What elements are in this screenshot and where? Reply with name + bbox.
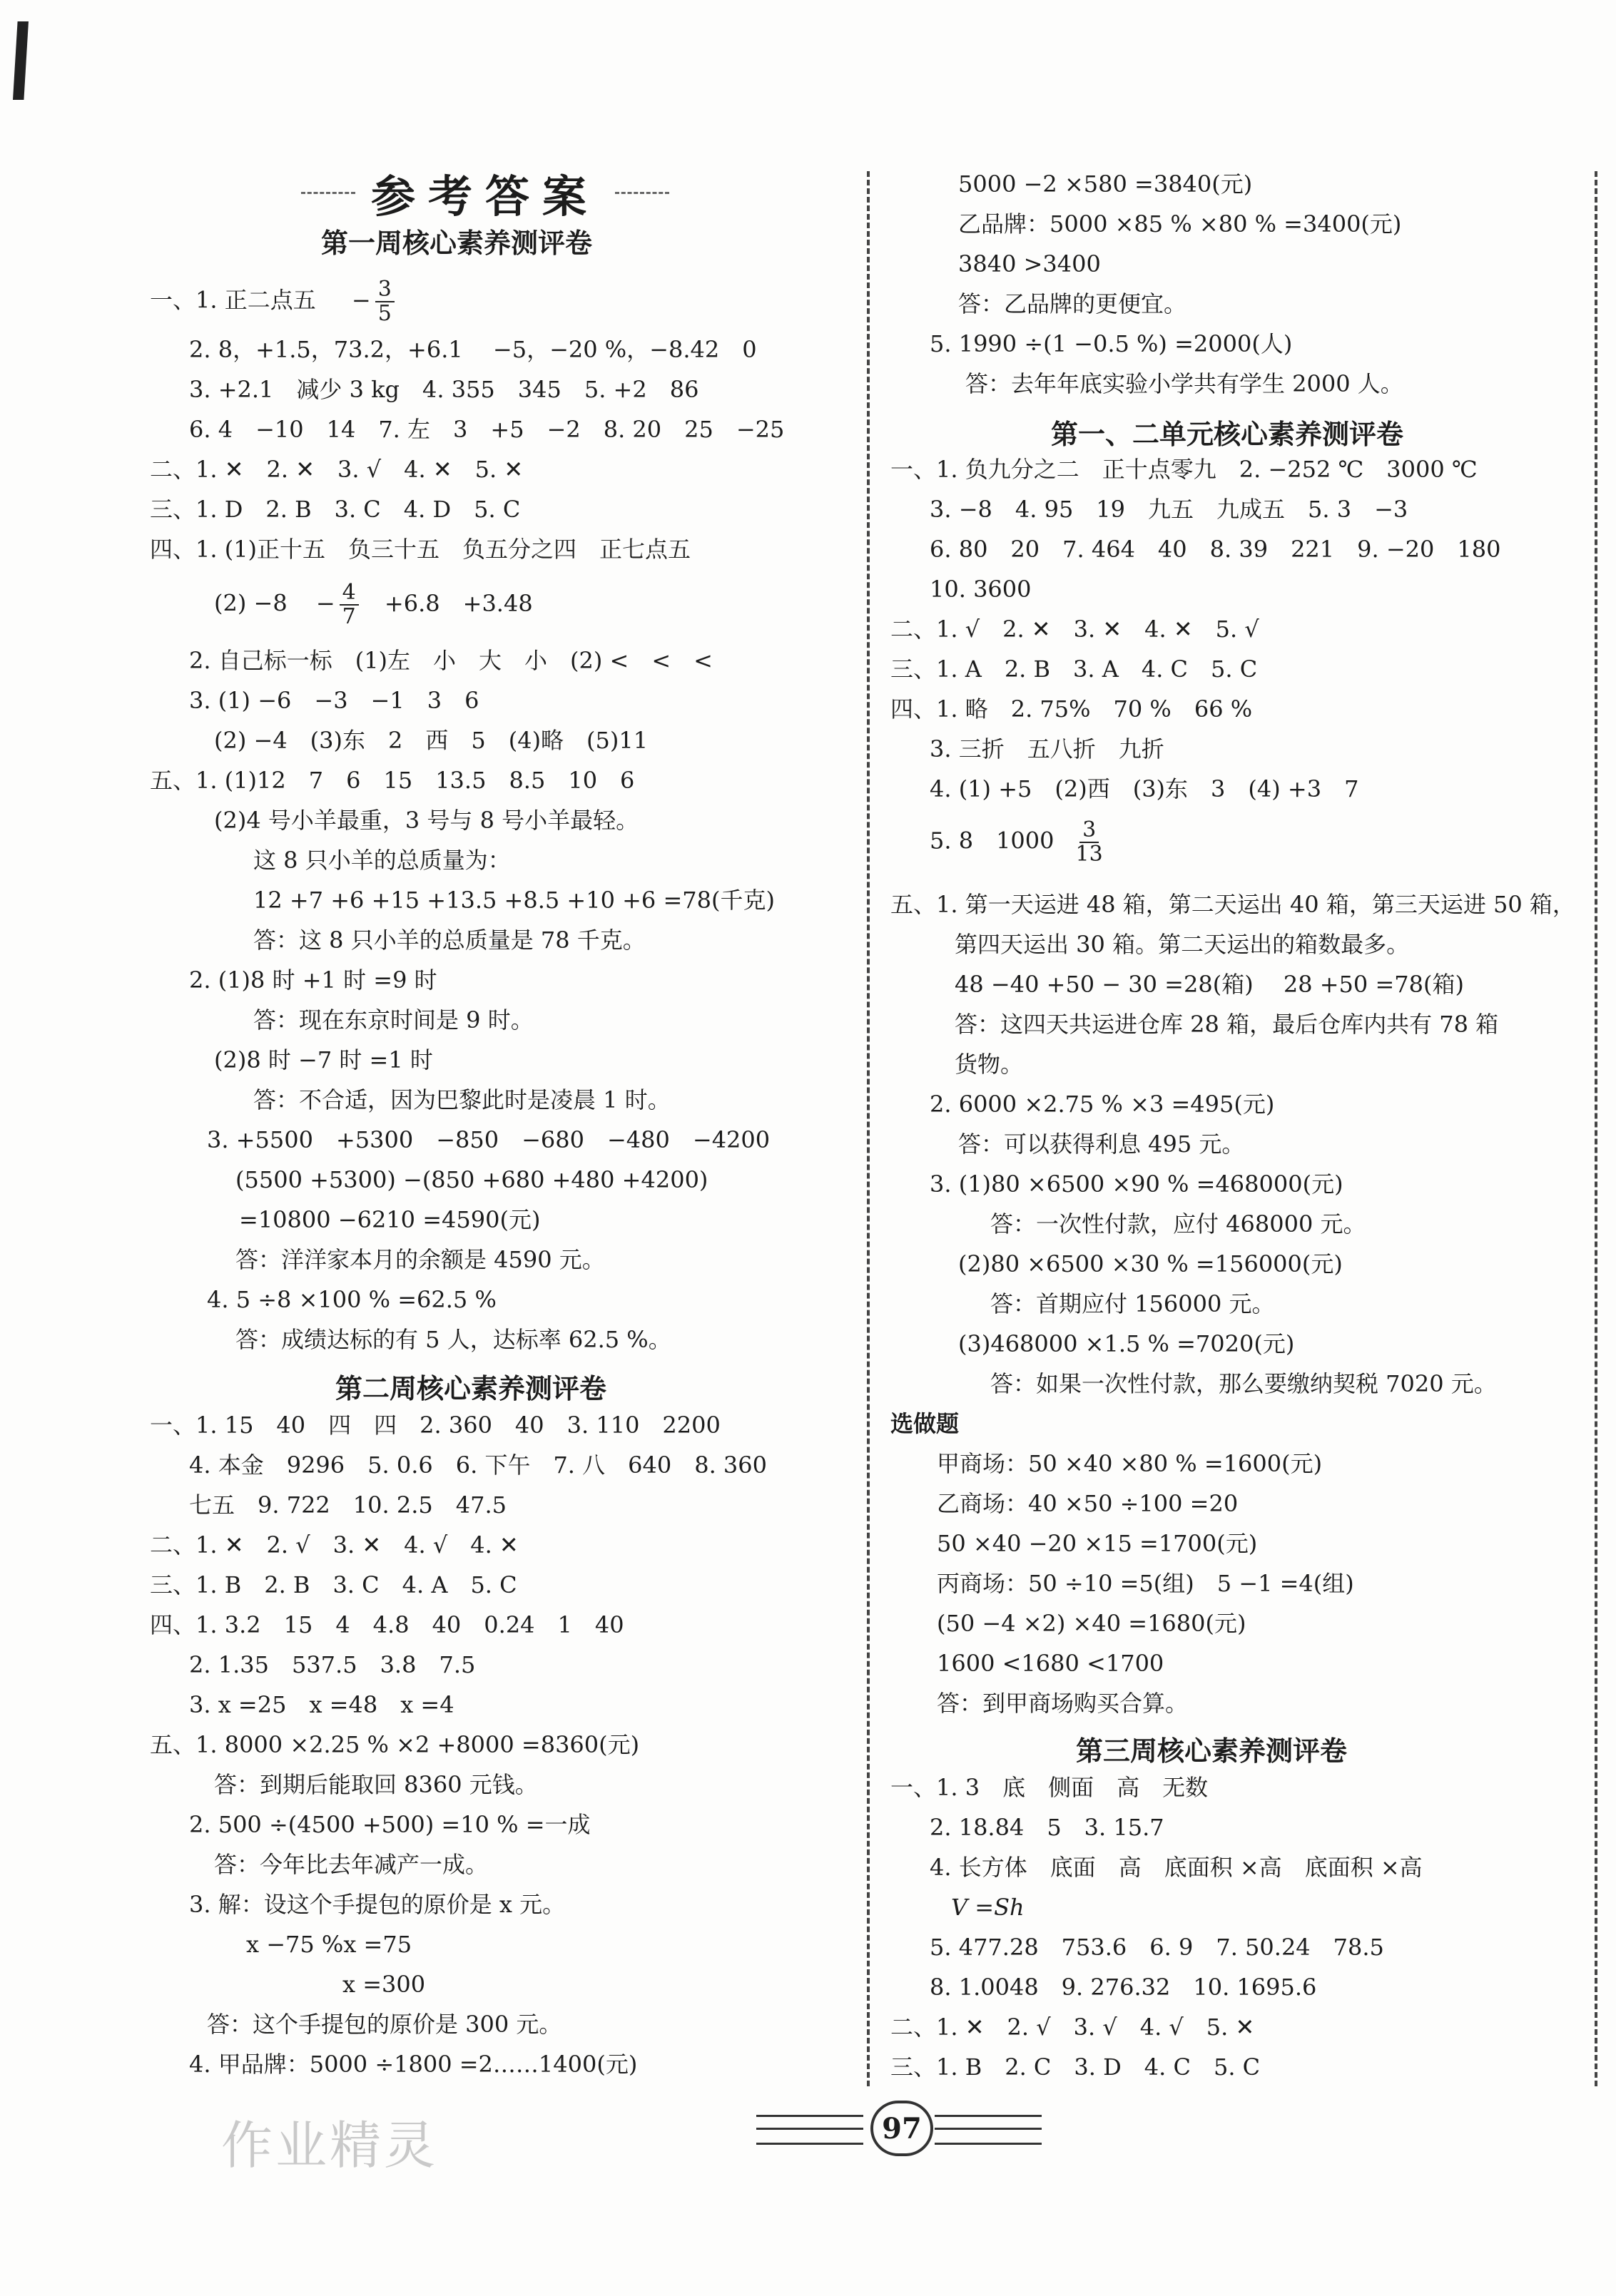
column-divider <box>867 171 870 2086</box>
answer-line: 四、1. 3.2 15 4 4.8 40 0.24 1 40 <box>150 1611 624 1638</box>
answer-line: 乙商场：40 ×50 ÷100 =20 <box>937 1490 1239 1517</box>
answer-line: 丙商场：50 ÷10 =5(组) 5 −1 =4(组) <box>937 1570 1354 1597</box>
answer-line: 答：到期后能取回 8360 元钱。 <box>214 1771 538 1798</box>
answer-line: 2. 1.35 537.5 3.8 7.5 <box>189 1651 476 1678</box>
answer-line: 四、1. 略 2. 75% 70 % 66 % <box>890 695 1253 723</box>
answer-line: (3)468000 ×1.5 % =7020(元) <box>958 1330 1295 1357</box>
section-heading: 第一、二单元核心素养测评卷 <box>1051 418 1404 450</box>
answer-line: 3. x =25 x =48 x =4 <box>189 1691 454 1718</box>
fraction: $\frac{4}{7}$ <box>340 581 359 628</box>
answer-line: 答：不合适，因为巴黎此时是凌晨 1 时。 <box>253 1086 671 1113</box>
answer-line: =10800 −6210 =4590(元) <box>239 1206 541 1233</box>
section-heading: 第三周核心素养测评卷 <box>1076 1735 1348 1767</box>
section-heading: 第二周核心素养测评卷 <box>335 1372 607 1404</box>
answer-line: 2. 500 ÷(4500 +500) =10 % =一成 <box>189 1811 591 1838</box>
page-title: 参考答案 <box>371 170 600 223</box>
answer-line: 6. 80 20 7. 464 40 8. 39 221 9. −20 180 <box>930 536 1501 563</box>
answer-line: 答：乙品牌的更便宜。 <box>958 290 1187 317</box>
answer-line: 4. 长方体 底面 高 底面积 ×高 底面积 ×高 <box>930 1854 1423 1881</box>
fraction: $\frac{3}{13}$ <box>1075 817 1103 867</box>
answer-line: 3. +2.1 减少 3 kg 4. 355 345 5. +2 86 <box>189 376 699 403</box>
page-number: 97 <box>870 2101 933 2156</box>
fraction: $\frac{3}{5}$ <box>375 278 395 325</box>
answer-line: 答：如果一次性付款，那么要缴纳契税 7020 元。 <box>990 1370 1497 1397</box>
optional-section-label: 选做题 <box>890 1410 960 1437</box>
answer-line: 乙品牌：5000 ×85 % ×80 % =3400(元) <box>958 210 1402 238</box>
answer-line: 答：这个手提包的原价是 300 元。 <box>207 2011 562 2038</box>
section-heading: 第一周核心素养测评卷 <box>321 227 593 259</box>
answer-line: 4. 5 ÷8 ×100 % =62.5 % <box>207 1286 497 1313</box>
answer-line: 2. 8，+1.5，73.2，+6.1 −5，−20 %，−8.42 0 <box>189 336 757 363</box>
answer-line: 2. 18.84 5 3. 15.7 <box>930 1814 1164 1841</box>
answer-line: 4. (1) +5 (2)西 (3)东 3 (4) +3 7 <box>930 775 1359 802</box>
answer-line: 6. 4 −10 14 7. 左 3 +5 −2 8. 20 25 −25 <box>189 416 785 443</box>
page-footer <box>749 2093 1049 2165</box>
answer-line: 答：今年比去年减产一成。 <box>214 1851 489 1878</box>
answer-line: 答：成绩达标的有 5 人，达标率 62.5 %。 <box>235 1326 671 1353</box>
answer-line: 5000 −2 ×580 =3840(元) <box>958 170 1253 198</box>
answer-line: 1600 <1680 <1700 <box>937 1650 1164 1677</box>
answer-line: 一、1. 3 底 侧面 高 无数 <box>890 1774 1209 1801</box>
answer-line: 一、1. 15 40 四 四 2. 360 40 3. 110 2200 <box>150 1412 721 1439</box>
answer-line: 2. 自己标一标 (1)左 小 大 小 (2) < < < <box>189 647 713 674</box>
answer-line: x =300 <box>342 1971 426 1998</box>
answer-line: 4. 甲品牌：5000 ÷1800 =2……1400(元) <box>189 2051 638 2078</box>
answer-line: 3. +5500 +5300 −850 −680 −480 −4200 <box>207 1126 771 1153</box>
answer-line: 3. (1)80 ×6500 ×90 % =468000(元) <box>930 1170 1343 1198</box>
answer-line: 答：这四天共运进仓库 28 箱，最后仓库内共有 78 箱 <box>955 1011 1499 1038</box>
answer-line: 甲商场：50 ×40 ×80 % =1600(元) <box>937 1450 1323 1477</box>
answer-line: 3. 解：设这个手提包的原价是 x 元。 <box>189 1891 566 1918</box>
answer-line: 3. (1) −6 −3 −1 3 6 <box>189 687 479 714</box>
answer-line: (5500 +5300) −(850 +680 +480 +4200) <box>235 1166 708 1193</box>
answer-line: 2. 6000 ×2.75 % ×3 =495(元) <box>930 1091 1275 1118</box>
answer-line: 答：去年年底实验小学共有学生 2000 人。 <box>965 370 1403 397</box>
answer-line: 三、1. D 2. B 3. C 4. D 5. C <box>150 496 521 523</box>
answer-line: (2)8 时 −7 时 =1 时 <box>214 1046 433 1073</box>
answer-line: 答：一次性付款，应付 468000 元。 <box>990 1210 1366 1238</box>
answer-line: (2)4 号小羊最重，3 号与 8 号小羊最轻。 <box>214 807 639 834</box>
answer-line: 3. −8 4. 95 19 九五 九成五 5. 3 −3 <box>930 496 1408 523</box>
answer-line: (2) −4 (3)东 2 西 5 (4)略 (5)11 <box>214 727 649 754</box>
answer-line: 货物。 <box>955 1051 1024 1078</box>
answer-line: x −75 %x =75 <box>246 1931 412 1958</box>
answer-line: 5. 477.28 753.6 6. 9 7. 50.24 78.5 <box>930 1934 1384 1961</box>
answer-line: 答：首期应付 156000 元。 <box>990 1290 1275 1317</box>
answer-line: 10. 3600 <box>930 576 1032 603</box>
answer-line: 三、1. B 2. C 3. D 4. C 5. C <box>890 2053 1261 2081</box>
answer-line: 四、1. (1)正十五 负三十五 负五分之四 正七点五 <box>150 536 691 563</box>
answer-line: 三、1. B 2. B 3. C 4. A 5. C <box>150 1571 517 1598</box>
answer-line: 答：到甲商场购买合算。 <box>937 1690 1189 1717</box>
answer-line: (50 −4 ×2) ×40 =1680(元) <box>937 1610 1246 1637</box>
answer-line: 48 −40 +50 − 30 =28(箱) 28 +50 =78(箱) <box>955 971 1464 998</box>
answer-line: 二、1. ✕ 2. √ 3. ✕ 4. √ 4. ✕ <box>150 1531 519 1558</box>
answer-line: 5. 1990 ÷(1 −0.5 %) =2000(人) <box>930 330 1293 357</box>
watermark: 作业精灵 <box>221 2116 439 2175</box>
page-edge-mark <box>13 21 29 100</box>
answer-line: 8. 1.0048 9. 276.32 10. 1695.6 <box>930 1974 1317 2001</box>
answer-line: 3840 >3400 <box>958 250 1101 277</box>
answer-line: 七五 9. 722 10. 2.5 47.5 <box>189 1491 507 1519</box>
answer-line: 答：可以获得利息 495 元。 <box>958 1131 1245 1158</box>
answer-line: (2)80 ×6500 ×30 % =156000(元) <box>958 1250 1343 1277</box>
answer-line: 4. 本金 9296 5. 0.6 6. 下午 7. 八 640 8. 360 <box>189 1451 768 1479</box>
answer-line: 一、1. 负九分之二 正十点零九 2. −252 ℃ 3000 ℃ <box>890 456 1478 483</box>
answer-line: 五、1. (1)12 7 6 15 13.5 8.5 10 6 <box>150 767 635 794</box>
answer-line: 二、1. ✕ 2. ✕ 3. √ 4. ✕ 5. ✕ <box>150 456 524 483</box>
answer-line: 答：这 8 只小羊的总质量是 78 千克。 <box>253 927 646 954</box>
answer-line: 第四天运出 30 箱。第二天运出的箱数最多。 <box>955 931 1410 958</box>
answer-line: 12 +7 +6 +15 +13.5 +8.5 +10 +6 =78(千克) <box>253 887 775 914</box>
answer-line: 五、1. 8000 ×2.25 % ×2 +8000 =8360(元) <box>150 1731 640 1758</box>
answer-line: 2. (1)8 时 +1 时 =9 时 <box>189 966 437 994</box>
answer-line: 一、1. 正二点五 − $\frac{3}{5}$ <box>150 278 399 325</box>
answer-line: 五、1. 第一天运进 48 箱，第二天运出 40 箱，第三天运进 50 箱， <box>890 891 1575 918</box>
answer-line: (2) −8 − $\frac{4}{7}$ +6.8 +3.48 <box>214 580 533 629</box>
answer-key-title <box>285 160 685 225</box>
answer-line: 5. 8 1000 $\frac{3}{13}$ <box>930 819 1110 866</box>
answer-line: 答：洋洋家本月的余额是 4590 元。 <box>235 1246 605 1273</box>
answer-line: 这 8 只小羊的总质量为： <box>253 847 511 874</box>
answer-line: 50 ×40 −20 ×15 =1700(元) <box>937 1530 1258 1557</box>
answer-line: 3. 三折 五八折 九折 <box>930 735 1164 762</box>
answer-line: 答：现在东京时间是 9 时。 <box>253 1006 534 1034</box>
answer-line: V =Sh <box>951 1894 1025 1921</box>
answer-line: 二、1. ✕ 2. √ 3. √ 4. √ 5. ✕ <box>890 2014 1255 2041</box>
answer-line: 二、1. √ 2. ✕ 3. ✕ 4. ✕ 5. √ <box>890 616 1259 643</box>
column-divider-right <box>1595 171 1597 2086</box>
answer-line: 三、1. A 2. B 3. A 4. C 5. C <box>890 655 1258 683</box>
